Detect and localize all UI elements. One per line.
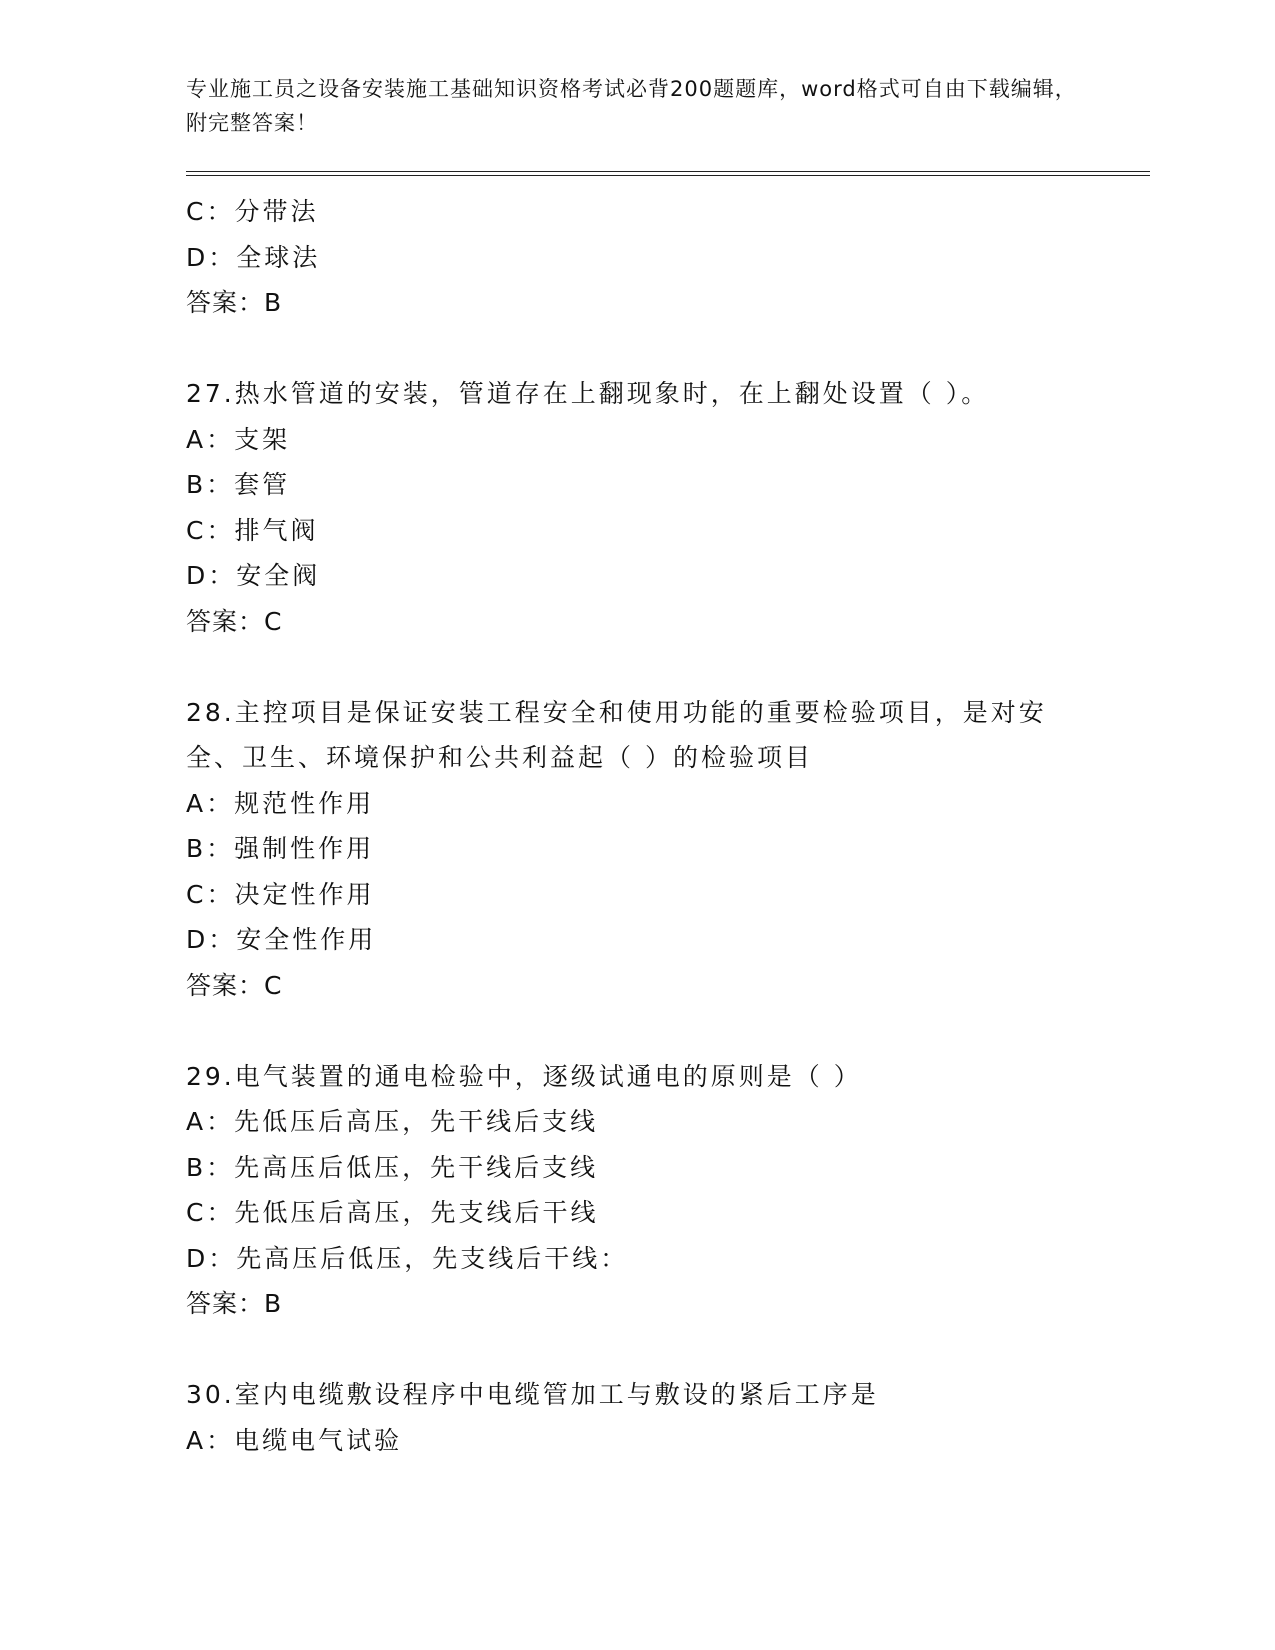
option-d: D：先高压后低压，先支线后干线： bbox=[186, 1243, 629, 1273]
option-a: A：电缆电气试验 bbox=[186, 1425, 403, 1455]
document-header: 专业施工员之设备安装施工基础知识资格考试必背200题题库，word格式可自由下载编辑，附完整答案！ bbox=[186, 77, 1077, 135]
option-c: C：分带法 bbox=[186, 197, 319, 226]
header-rule-top bbox=[186, 171, 1150, 172]
question-28 bbox=[186, 690, 1086, 1009]
question-stem-line-2: 全、卫生、环境保护和公共利益起（ ）的检验项目 bbox=[186, 743, 813, 772]
question-stem: 27.热水管道的安装，管道存在上翻现象时，在上翻处设置（ ）。 bbox=[186, 379, 990, 408]
option-a: A：支架 bbox=[186, 424, 291, 454]
question-stem: 30.室内电缆敷设程序中电缆管加工与敷设的紧后工序是 bbox=[186, 1380, 879, 1409]
option-b: B：强制性作用 bbox=[186, 834, 375, 863]
question-27 bbox=[186, 371, 1086, 644]
option-b: B：套管 bbox=[186, 470, 291, 499]
option-c: C：先低压后高压，先支线后干线 bbox=[186, 1198, 599, 1227]
question-list bbox=[186, 189, 1086, 1463]
option-c: C：排气阀 bbox=[186, 515, 319, 545]
answer-line: 答案：B bbox=[186, 1289, 283, 1318]
option-d: D：安全性作用 bbox=[186, 925, 377, 954]
question-29 bbox=[186, 1054, 1086, 1327]
option-d: D：安全阀 bbox=[186, 561, 321, 590]
question-26-continuation bbox=[186, 189, 1086, 326]
question-30 bbox=[186, 1372, 1086, 1463]
question-stem: 29.电气装置的通电检验中，逐级试通电的原则是（ ） bbox=[186, 1061, 862, 1091]
answer-line: 答案：C bbox=[186, 970, 283, 1000]
option-d: D：全球法 bbox=[186, 242, 321, 272]
option-a: A：先低压后高压，先干线后支线 bbox=[186, 1107, 599, 1136]
answer-line: 答案：B bbox=[186, 288, 283, 317]
option-a: A：规范性作用 bbox=[186, 788, 375, 818]
answer-line: 答案：C bbox=[186, 606, 283, 636]
header-rule-bottom bbox=[186, 175, 1150, 176]
option-b: B：先高压后低压，先干线后支线 bbox=[186, 1152, 599, 1182]
question-stem-line-1: 28.主控项目是保证安装工程安全和使用功能的重要检验项目，是对安 bbox=[186, 697, 1047, 727]
option-c: C：决定性作用 bbox=[186, 879, 375, 909]
